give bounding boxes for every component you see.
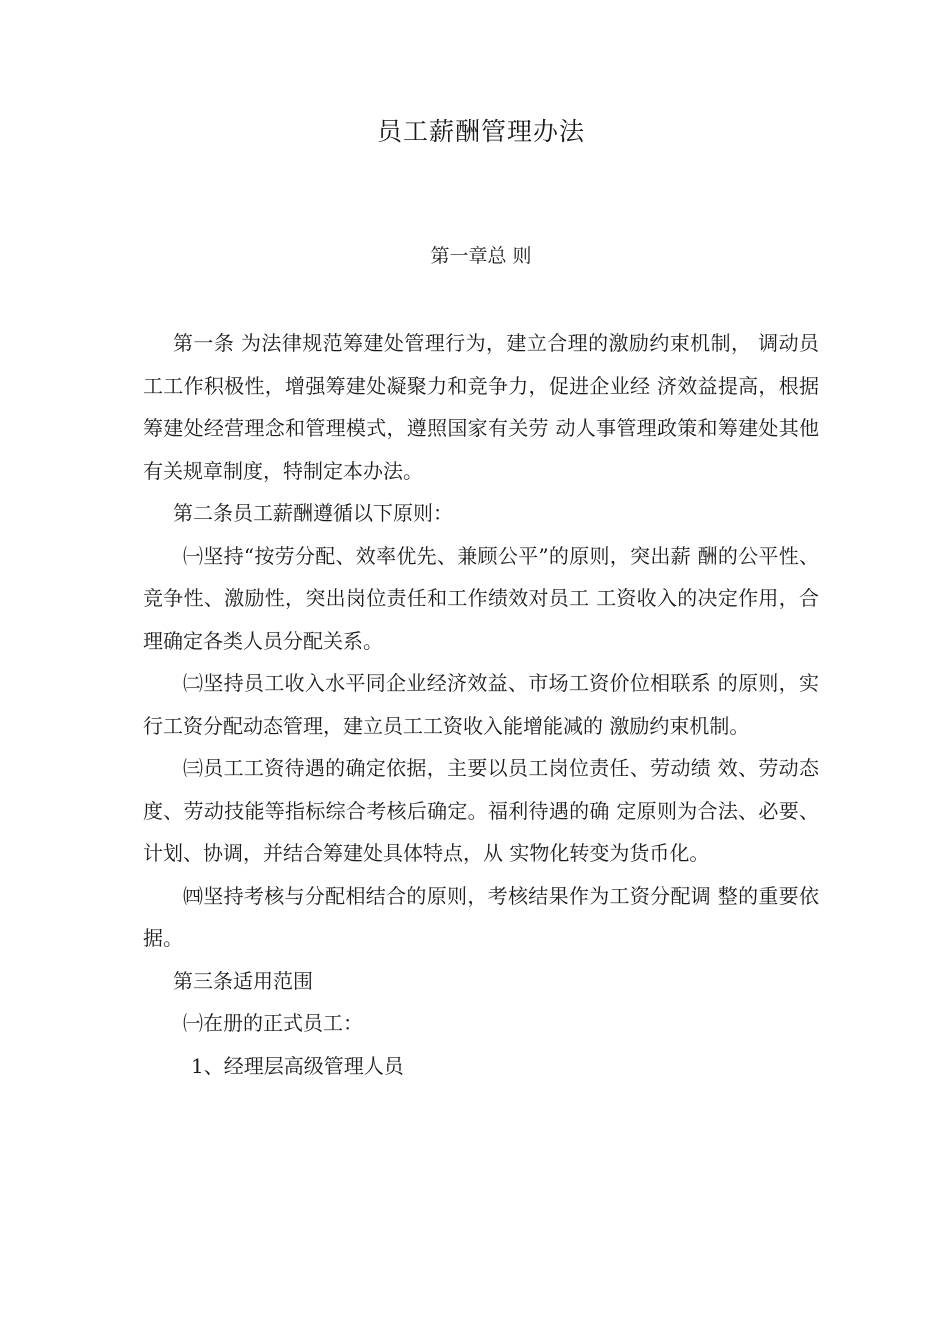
scope-subitem-1: 1、经理层高级管理人员 bbox=[191, 1053, 404, 1078]
article-2-heading: 第二条员工薪酬遵循以下原则： bbox=[173, 501, 453, 525]
chapter-heading: 第一章总 则 bbox=[430, 245, 532, 267]
article-1-paragraph: 第一条 为法律规范筹建处管理行为，建立合理的激励约束机制， 调动员工工作积极性，增强筹建处凝聚力和竞争力，促进企业经 济效益提高，根据筹建处经营理念和管理模式，遵照国家有关劳 动人事管理政策和筹建处其他有关规章制度，特制定本办法。 bbox=[143, 331, 819, 483]
principle-4-paragraph: ㈣坚持考核与分配相结合的原则，考核结果作为工资分配调 整的重要依据。 bbox=[143, 883, 819, 950]
article-3-heading: 第三条适用范围 bbox=[173, 968, 313, 993]
document-body bbox=[143, 322, 819, 1087]
scope-item-1: ㈠在册的正式员工： bbox=[183, 1011, 363, 1035]
principle-3-paragraph: ㈢员工工资待遇的确定依据，主要以员工岗位责任、劳动绩 效、劳动态度、劳动技能等指标综合考核后确定。福利待遇的确 定原则为合法、必要、计划、协调，并结合筹建处具体特点，从 实物化转变为货币化。 bbox=[143, 756, 819, 865]
document-title: 员工薪酬管理办法 bbox=[376, 117, 585, 146]
principle-1-paragraph: ㈠坚持“按劳分配、效率优先、兼顾公平”的原则，突出薪 酬的公平性、竞争性、激励性，突出岗位责任和工作绩效对员工 工资收入的决定作用，合理确定各类人员分配关系。 bbox=[143, 543, 819, 653]
principle-2-paragraph: ㈡坚持员工收入水平同企业经济效益、市场工资价位相联系 的原则，实行工资分配动态管理，建立员工工资收入能增能减的 激励约束机制。 bbox=[143, 671, 819, 738]
